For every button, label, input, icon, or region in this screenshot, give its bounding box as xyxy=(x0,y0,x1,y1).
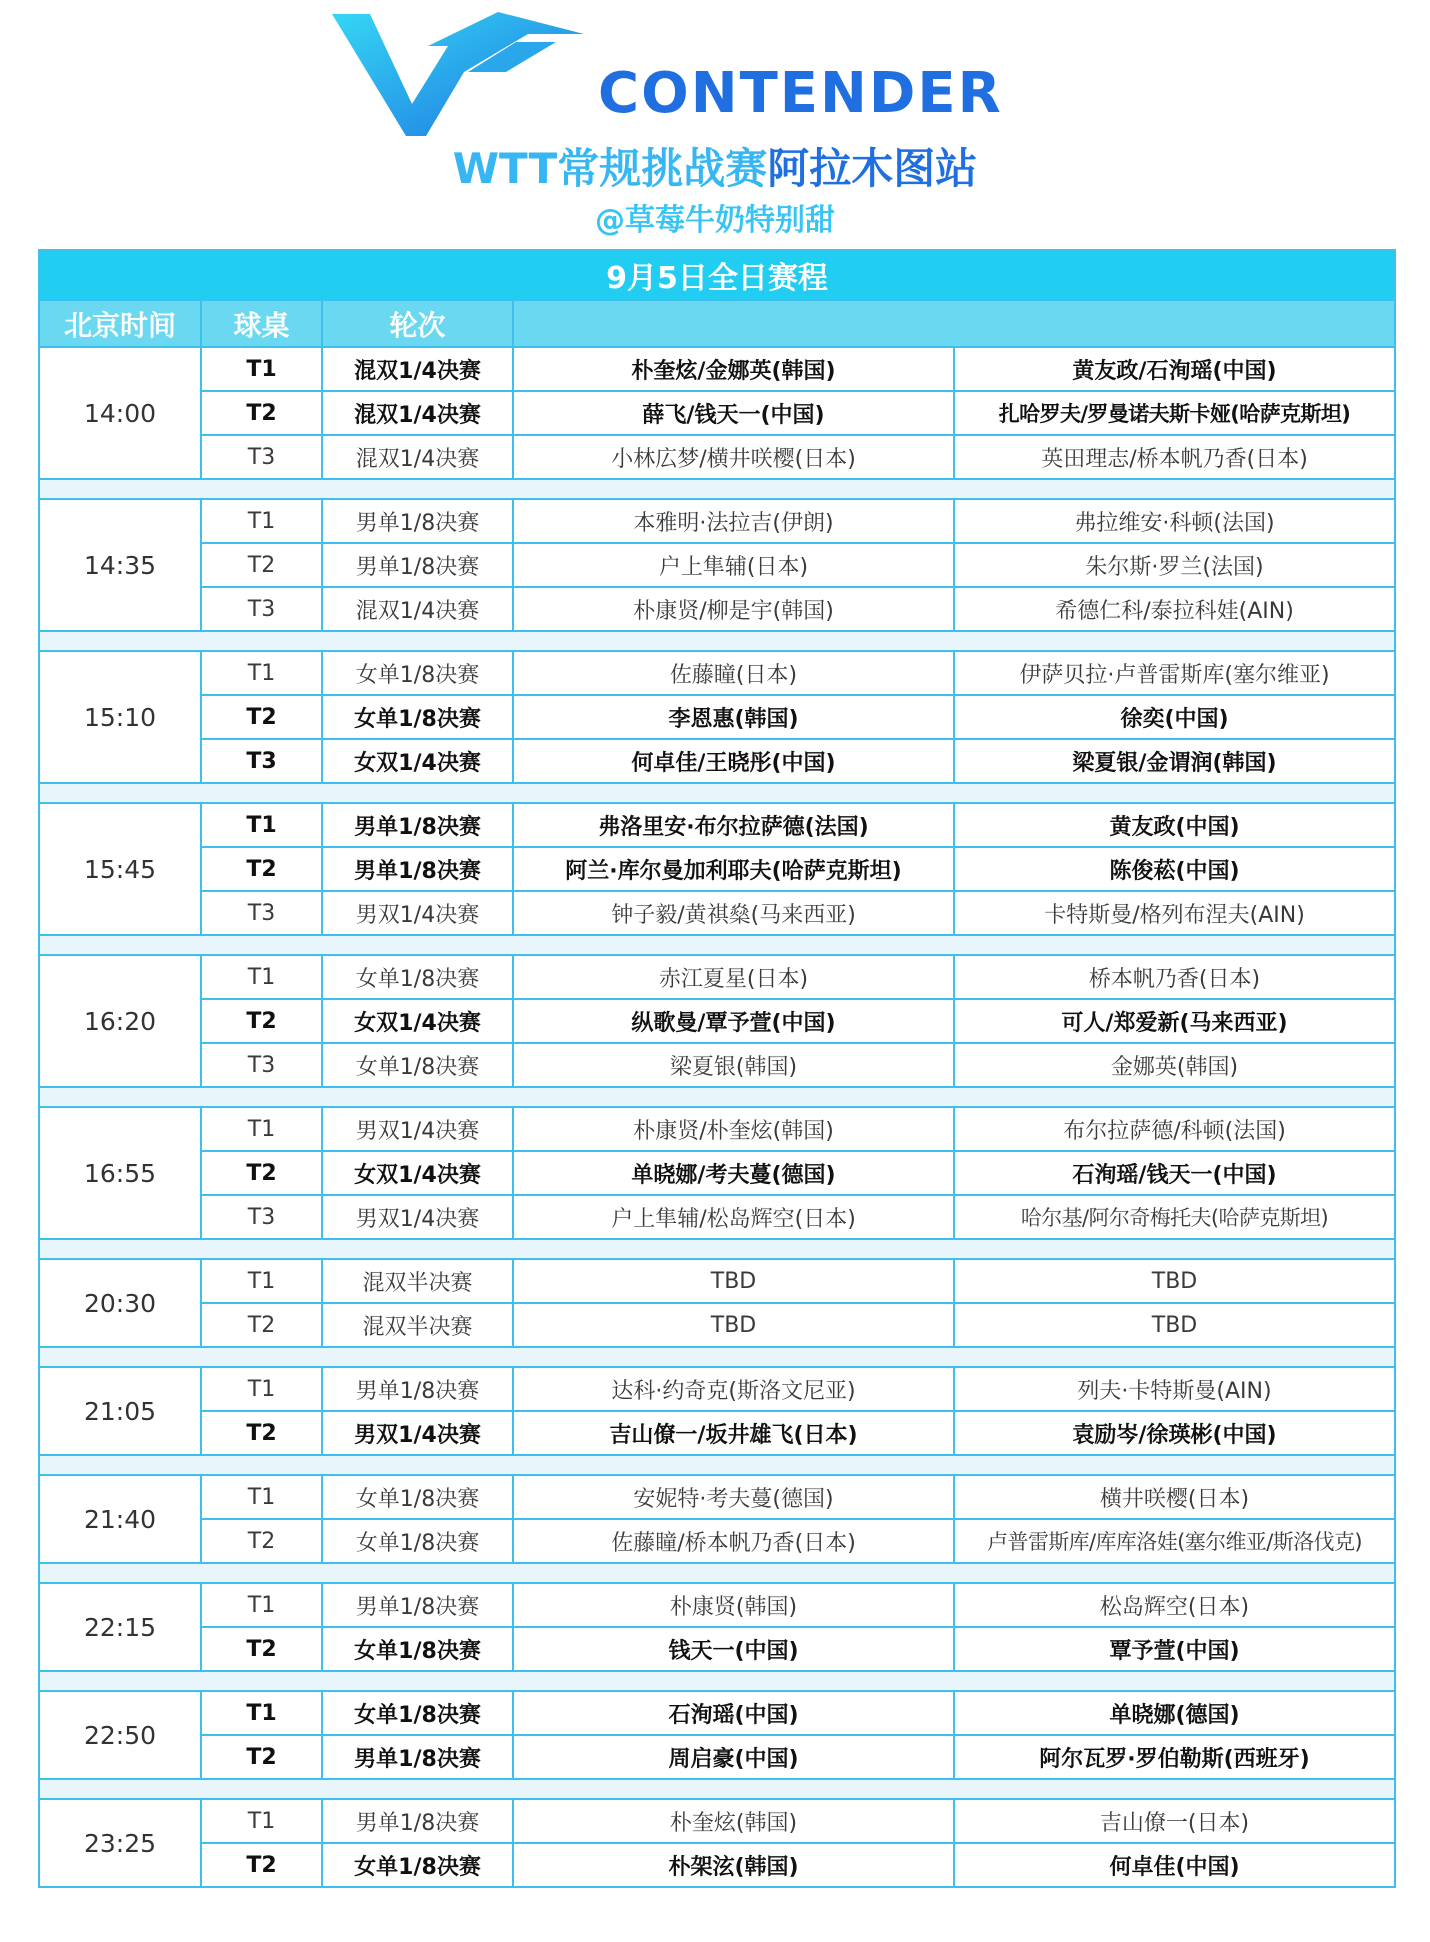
session-divider-cell xyxy=(39,1671,1395,1691)
match-round: 女单1/8决赛 xyxy=(322,1627,513,1671)
table-number: T1 xyxy=(201,499,322,543)
session-time: 16:55 xyxy=(39,1107,201,1239)
player-b: 黄友政/石洵瑶(中国) xyxy=(954,347,1395,391)
player-a: TBD xyxy=(513,1259,954,1303)
match-round: 男双1/4决赛 xyxy=(322,1107,513,1151)
session-divider-cell xyxy=(39,1779,1395,1799)
match-row xyxy=(39,1195,1395,1239)
match-row xyxy=(39,1475,1395,1519)
player-b: 希德仁科/泰拉科娃(AIN) xyxy=(954,587,1395,631)
player-a: 阿兰·库尔曼加利耶夫(哈萨克斯坦) xyxy=(513,847,954,891)
match-row xyxy=(39,1583,1395,1627)
player-b: 列夫·卡特斯曼(AIN) xyxy=(954,1367,1395,1411)
match-round: 男单1/8决赛 xyxy=(322,543,513,587)
schedule-table xyxy=(38,249,1396,1888)
match-row xyxy=(39,1411,1395,1455)
player-a: 弗洛里安·布尔拉萨德(法国) xyxy=(513,803,954,847)
wtt-logo-icon xyxy=(330,12,585,137)
match-round: 女双1/4决赛 xyxy=(322,739,513,783)
session-time: 14:35 xyxy=(39,499,201,631)
player-b: 袁励岑/徐瑛彬(中国) xyxy=(954,1411,1395,1455)
session-divider xyxy=(39,1087,1395,1107)
date-banner-row xyxy=(39,250,1395,300)
player-a: 达科·约奇克(斯洛文尼亚) xyxy=(513,1367,954,1411)
session-time: 22:15 xyxy=(39,1583,201,1671)
match-row xyxy=(39,1043,1395,1087)
player-a: 朴奎炫/金娜英(韩国) xyxy=(513,347,954,391)
table-number: T2 xyxy=(201,1735,322,1779)
session-time: 21:40 xyxy=(39,1475,201,1563)
session-divider xyxy=(39,935,1395,955)
match-round: 男单1/8决赛 xyxy=(322,1735,513,1779)
match-row xyxy=(39,435,1395,479)
match-round: 女单1/8决赛 xyxy=(322,1519,513,1563)
player-a: 佐藤瞳(日本) xyxy=(513,651,954,695)
player-b: 弗拉维安·科顿(法国) xyxy=(954,499,1395,543)
match-round: 女单1/8决赛 xyxy=(322,955,513,999)
player-a: 李恩惠(韩国) xyxy=(513,695,954,739)
table-number: T2 xyxy=(201,1519,322,1563)
match-row xyxy=(39,1367,1395,1411)
match-row xyxy=(39,1843,1395,1887)
session-time: 22:50 xyxy=(39,1691,201,1779)
page-title xyxy=(0,144,1430,193)
match-round: 混双1/4决赛 xyxy=(322,391,513,435)
player-a: 周启豪(中国) xyxy=(513,1735,954,1779)
table-number: T2 xyxy=(201,543,322,587)
match-row xyxy=(39,391,1395,435)
table-number: T1 xyxy=(201,1691,322,1735)
player-b: 卡特斯曼/格列布涅夫(AIN) xyxy=(954,891,1395,935)
table-number: T2 xyxy=(201,999,322,1043)
player-a: 梁夏银(韩国) xyxy=(513,1043,954,1087)
table-number: T3 xyxy=(201,891,322,935)
player-a: 佐藤瞳/桥本帆乃香(日本) xyxy=(513,1519,954,1563)
session-divider-cell xyxy=(39,1239,1395,1259)
match-round: 女单1/8决赛 xyxy=(322,1475,513,1519)
player-b: 单晓娜(德国) xyxy=(954,1691,1395,1735)
player-b: 吉山僚一(日本) xyxy=(954,1799,1395,1843)
session-divider xyxy=(39,1671,1395,1691)
player-b: 布尔拉萨德/科顿(法国) xyxy=(954,1107,1395,1151)
table-number: T1 xyxy=(201,347,322,391)
match-round: 女单1/8决赛 xyxy=(322,1691,513,1735)
match-row xyxy=(39,1627,1395,1671)
player-a: 朴康贤/朴奎炫(韩国) xyxy=(513,1107,954,1151)
table-number: T1 xyxy=(201,1259,322,1303)
session-time: 21:05 xyxy=(39,1367,201,1455)
session-divider xyxy=(39,1455,1395,1475)
player-a: 何卓佳/王晓彤(中国) xyxy=(513,739,954,783)
player-a: 安妮特·考夫蔓(德国) xyxy=(513,1475,954,1519)
player-a: 钟子毅/黄祺燊(马来西亚) xyxy=(513,891,954,935)
player-b: 陈俊菘(中国) xyxy=(954,847,1395,891)
match-round: 混双半决赛 xyxy=(322,1303,513,1347)
session-time: 14:00 xyxy=(39,347,201,479)
table-number: T1 xyxy=(201,1799,322,1843)
match-row xyxy=(39,1799,1395,1843)
table-number: T2 xyxy=(201,695,322,739)
match-row xyxy=(39,955,1395,999)
table-number: T2 xyxy=(201,1843,322,1887)
table-number: T2 xyxy=(201,391,322,435)
title-stop: 阿拉木图站 xyxy=(767,144,978,193)
table-number: T3 xyxy=(201,739,322,783)
col-matchup-header xyxy=(513,300,1395,347)
player-a: 本雅明·法拉吉(伊朗) xyxy=(513,499,954,543)
match-row xyxy=(39,695,1395,739)
player-a: 户上隼辅/松岛辉空(日本) xyxy=(513,1195,954,1239)
session-divider xyxy=(39,783,1395,803)
session-divider xyxy=(39,631,1395,651)
session-divider xyxy=(39,1347,1395,1367)
table-number: T1 xyxy=(201,1367,322,1411)
match-row xyxy=(39,1151,1395,1195)
table-number: T3 xyxy=(201,1043,322,1087)
table-number: T2 xyxy=(201,1303,322,1347)
match-row xyxy=(39,499,1395,543)
session-time: 16:20 xyxy=(39,955,201,1087)
player-b: 金娜英(韩国) xyxy=(954,1043,1395,1087)
player-b: 桥本帆乃香(日本) xyxy=(954,955,1395,999)
table-number: T2 xyxy=(201,1627,322,1671)
table-number: T3 xyxy=(201,1195,322,1239)
col-time-header: 北京时间 xyxy=(39,300,201,347)
player-b: 横井咲樱(日本) xyxy=(954,1475,1395,1519)
player-a: 吉山僚一/坂井雄飞(日本) xyxy=(513,1411,954,1455)
player-a: 单晓娜/考夫蔓(德国) xyxy=(513,1151,954,1195)
match-row xyxy=(39,543,1395,587)
player-b: 覃予萱(中国) xyxy=(954,1627,1395,1671)
match-row xyxy=(39,1519,1395,1563)
match-round: 男单1/8决赛 xyxy=(322,499,513,543)
player-a: 户上隼辅(日本) xyxy=(513,543,954,587)
match-row xyxy=(39,651,1395,695)
match-row xyxy=(39,739,1395,783)
session-divider xyxy=(39,1239,1395,1259)
player-a: 石洵瑶(中国) xyxy=(513,1691,954,1735)
player-b: TBD xyxy=(954,1259,1395,1303)
player-a: 小林広梦/横井咲樱(日本) xyxy=(513,435,954,479)
match-row xyxy=(39,847,1395,891)
brand-name: CONTENDER xyxy=(598,61,1003,126)
table-number: T1 xyxy=(201,1583,322,1627)
table-number: T3 xyxy=(201,435,322,479)
table-number: T2 xyxy=(201,847,322,891)
session-time: 23:25 xyxy=(39,1799,201,1887)
match-round: 女单1/8决赛 xyxy=(322,1843,513,1887)
match-round: 女单1/8决赛 xyxy=(322,651,513,695)
player-a: 朴架泫(韩国) xyxy=(513,1843,954,1887)
title-event: WTT常规挑战赛 xyxy=(452,144,768,193)
header-row xyxy=(39,300,1395,347)
match-row xyxy=(39,1107,1395,1151)
match-row xyxy=(39,1735,1395,1779)
player-b: TBD xyxy=(954,1303,1395,1347)
player-a: TBD xyxy=(513,1303,954,1347)
session-divider-cell xyxy=(39,1455,1395,1475)
player-b: 可人/郑爱新(马来西亚) xyxy=(954,999,1395,1043)
match-round: 混双1/4决赛 xyxy=(322,347,513,391)
match-round: 混双1/4决赛 xyxy=(322,587,513,631)
table-number: T1 xyxy=(201,803,322,847)
match-round: 男双1/4决赛 xyxy=(322,1195,513,1239)
session-divider-cell xyxy=(39,1347,1395,1367)
player-b: 何卓佳(中国) xyxy=(954,1843,1395,1887)
match-round: 混双半决赛 xyxy=(322,1259,513,1303)
player-b: 英田理志/桥本帆乃香(日本) xyxy=(954,435,1395,479)
match-round: 女双1/4决赛 xyxy=(322,1151,513,1195)
match-round: 男双1/4决赛 xyxy=(322,891,513,935)
match-round: 男单1/8决赛 xyxy=(322,803,513,847)
match-row xyxy=(39,1259,1395,1303)
table-number: T2 xyxy=(201,1151,322,1195)
session-time: 20:30 xyxy=(39,1259,201,1347)
session-divider-cell xyxy=(39,631,1395,651)
match-round: 女单1/8决赛 xyxy=(322,695,513,739)
player-b: 石洵瑶/钱天一(中国) xyxy=(954,1151,1395,1195)
table-number: T2 xyxy=(201,1411,322,1455)
match-row xyxy=(39,587,1395,631)
match-round: 男双1/4决赛 xyxy=(322,1411,513,1455)
player-b: 朱尔斯·罗兰(法国) xyxy=(954,543,1395,587)
player-a: 钱天一(中国) xyxy=(513,1627,954,1671)
player-b: 梁夏银/金谓润(韩国) xyxy=(954,739,1395,783)
session-divider-cell xyxy=(39,1087,1395,1107)
session-divider-cell xyxy=(39,935,1395,955)
match-round: 男单1/8决赛 xyxy=(322,1583,513,1627)
match-row xyxy=(39,1691,1395,1735)
player-b: 徐奕(中国) xyxy=(954,695,1395,739)
player-b: 伊萨贝拉·卢普雷斯库(塞尔维亚) xyxy=(954,651,1395,695)
match-row xyxy=(39,803,1395,847)
player-a: 薛飞/钱天一(中国) xyxy=(513,391,954,435)
player-a: 朴康贤(韩国) xyxy=(513,1583,954,1627)
schedule-body xyxy=(39,250,1395,1887)
session-divider xyxy=(39,1779,1395,1799)
player-b: 阿尔瓦罗·罗伯勒斯(西班牙) xyxy=(954,1735,1395,1779)
session-time: 15:45 xyxy=(39,803,201,935)
match-round: 女单1/8决赛 xyxy=(322,1043,513,1087)
player-b: 卢普雷斯库/库库洛娃(塞尔维亚/斯洛伐克) xyxy=(954,1519,1395,1563)
match-row xyxy=(39,999,1395,1043)
player-b: 哈尔基/阿尔奇梅托夫(哈萨克斯坦) xyxy=(954,1195,1395,1239)
match-row xyxy=(39,1303,1395,1347)
table-number: T1 xyxy=(201,1475,322,1519)
col-round-header: 轮次 xyxy=(322,300,513,347)
table-number: T1 xyxy=(201,651,322,695)
player-b: 松岛辉空(日本) xyxy=(954,1583,1395,1627)
session-divider-cell xyxy=(39,479,1395,499)
col-table-header: 球桌 xyxy=(201,300,322,347)
table-number: T1 xyxy=(201,1107,322,1151)
session-divider-cell xyxy=(39,1563,1395,1583)
player-b: 黄友政(中国) xyxy=(954,803,1395,847)
player-a: 朴康贤/柳是宇(韩国) xyxy=(513,587,954,631)
session-time: 15:10 xyxy=(39,651,201,783)
match-round: 男单1/8决赛 xyxy=(322,1799,513,1843)
date-banner: 9月5日全日赛程 xyxy=(39,250,1395,300)
player-a: 纵歌曼/覃予萱(中国) xyxy=(513,999,954,1043)
match-round: 男单1/8决赛 xyxy=(322,847,513,891)
match-row xyxy=(39,891,1395,935)
table-number: T1 xyxy=(201,955,322,999)
player-b: 扎哈罗夫/罗曼诺夫斯卡娅(哈萨克斯坦) xyxy=(954,391,1395,435)
match-round: 男单1/8决赛 xyxy=(322,1367,513,1411)
session-divider xyxy=(39,1563,1395,1583)
session-divider-cell xyxy=(39,783,1395,803)
match-round: 混双1/4决赛 xyxy=(322,435,513,479)
match-round: 女双1/4决赛 xyxy=(322,999,513,1043)
player-a: 朴奎炫(韩国) xyxy=(513,1799,954,1843)
player-a: 赤江夏星(日本) xyxy=(513,955,954,999)
match-row xyxy=(39,347,1395,391)
author-handle: @草莓牛奶特别甜 xyxy=(595,203,835,238)
table-number: T3 xyxy=(201,587,322,631)
session-divider xyxy=(39,479,1395,499)
